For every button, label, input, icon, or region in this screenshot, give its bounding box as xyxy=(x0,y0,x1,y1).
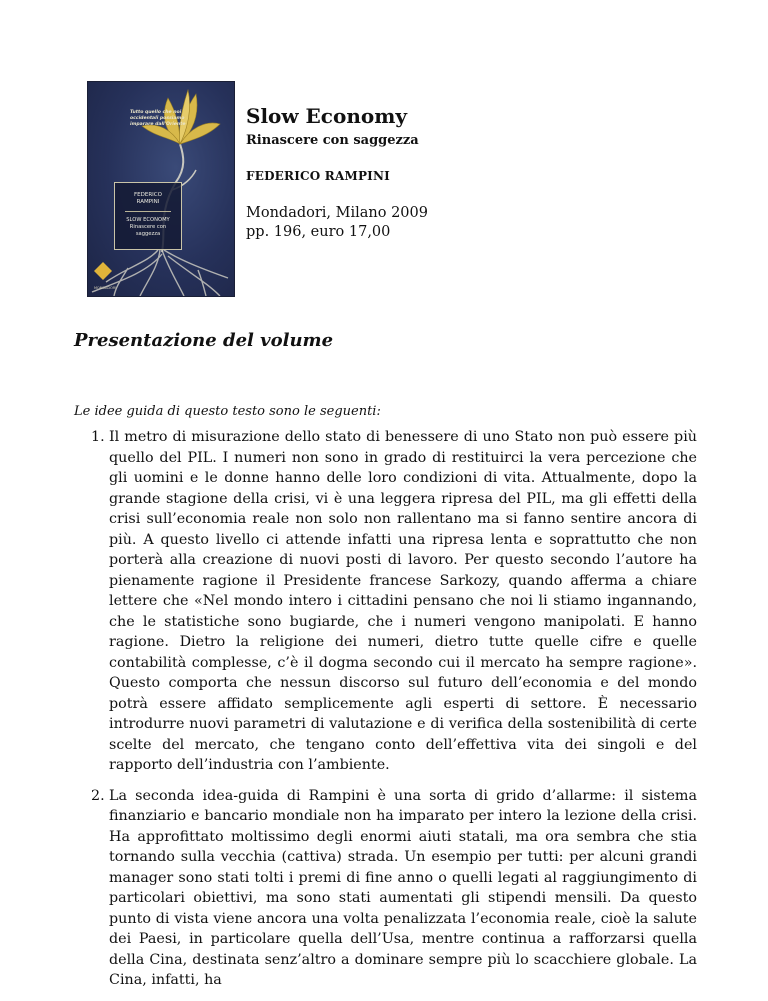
book-author: FEDERICO RAMPINI xyxy=(246,169,390,183)
book-cover-image xyxy=(88,82,234,296)
cover-publisher: MONDADORI xyxy=(94,286,117,290)
points-list xyxy=(91,427,697,1001)
list-item-text: Il metro di misurazione dello stato di benessere di uno Stato non può essere più quello del PIL. I numeri non sono in grado di restituirci la vera percezione che gli uomini e le donne hanno delle loro condizioni di vita. Attualmente, dopo la grande stagione della crisi, vi è una leggera ripresa del PIL, ma gli effetti della crisi sull’economia reale non solo non rallentano ma si fanno sentire ancora di più. A questo livello ci attende infatti una ripresa lenta e soprattutto che non porterà alla creazione di nuovi posti di lavoro. Per questo secondo l’autore ha pienamente ragione il Presidente francese Sarkozy, quando afferma a chiare lettere che «Nel mondo intero i cittadini pensano che noi li stiamo ingannando, che le statistiche sono bugiarde, che i numeri vengono manipolati. E hanno ragione. Dietro la religione dei numeri, dietro tutte quelle cifre e quelle contabilità complesse, c’è il dogma secondo cui il mercato ha sempre ragione». Questo comporta che nessun discorso sul futuro dell’economia e del mondo potrà essere affidato semplicemente agli esperti di settore. È necessario introdurre nuovi parametri di valutazione e di verifica della sostenibilità di certe scelte del mercato, che tengano conto dell’effettiva vita dei singoli e del rapporto dell’industria con l’ambiente. xyxy=(109,429,697,773)
cover-title: SLOW ECONOMY Rinascere con saggezza xyxy=(126,217,170,237)
book-details-line: pp. 196, euro 17,00 xyxy=(246,224,391,240)
list-item xyxy=(91,786,697,991)
cover-divider xyxy=(125,211,171,212)
list-item-text: La seconda idea-guida di Rampini è una sorta di grido d’allarme: il sistema finanziario e bancario mondiale non ha imparato per intero la lezione della crisi. Ha approfittato moltissimo degli enormi aiuti statali, ma ora sembra che stia tornando sulla vecchia (cattiva) strada. Un esempio per tutti: per alcuni grandi manager sono stati tolti i premi di fine anno o quelli legati al raggiungimento di particolari obiettivi, ma sono stati aumentati gli stipendi mensili. Da questo punto di vista viene ancora una volta penalizzata l’economia reale, cioè la salute dei Paesi, in particolare quella dell’Usa, mentre continua a rafforzarsi quella della Cina, destinata senz’altro a dominare sempre più lo scacchiere globale. La Cina, infatti, ha xyxy=(109,787,697,988)
list-item xyxy=(91,427,697,776)
section-title: Presentazione del volume xyxy=(74,330,334,351)
book-subtitle: Rinascere con saggezza xyxy=(246,133,419,148)
list-item-number: 1. xyxy=(91,429,105,445)
cover-tagline: Tutto quello che noi occidentali possiamo imparare dall'Oriente xyxy=(130,110,186,127)
cover-author: FEDERICO RAMPINI xyxy=(134,192,162,205)
cover-title-box xyxy=(114,182,182,250)
section-intro: Le idee guida di questo testo sono le seguenti: xyxy=(74,404,381,419)
book-publisher-line: Mondadori, Milano 2009 xyxy=(246,205,428,221)
book-info xyxy=(246,104,428,242)
list-item-number: 2. xyxy=(91,787,105,804)
book-title: Slow Economy xyxy=(246,104,407,128)
